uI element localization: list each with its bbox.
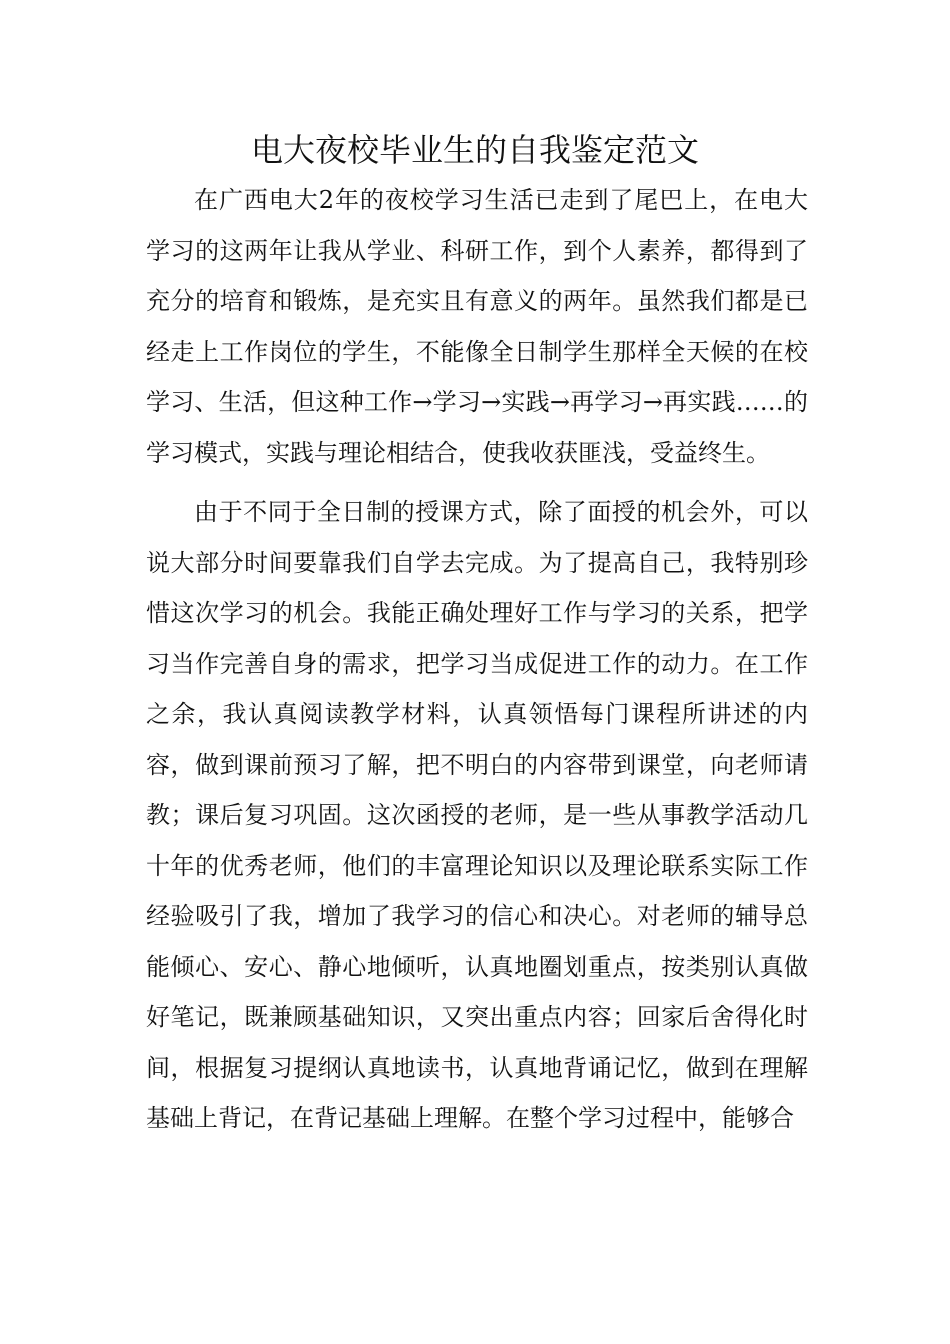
paragraph-2: 由于不同于全日制的授课方式，除了面授的机会外，可以说大部分时间要靠我们自学去完成。为了提高自己，我特别珍惜这次学习的机会。我能正确处理好工作与学习的关系，把学习当作完善自身的需求，把学习当成促进工作的动力。在工作之余，我认真阅读教学材料，认真领悟每门课程所讲述的内容，做到课前预习了解，把不明白的内容带到课堂，向老师请教；课后复习巩固。这次函授的老师，是一些从事教学活动几十年的优秀老师，他们的丰富理论知识以及理论联系实际工作经验吸引了我，增加了我学习的信心和决心。对老师的辅导总能倾心、安心、静心地倾听，认真地圈划重点，按类别认真做好笔记，既兼顾基础知识，又突出重点内容；回家后舍得化时间，根据复习提纲认真地读书，认真地背诵记忆，做到在理解基础上背记，在背记基础上理解。在整个学习过程中，能够合 (146, 498, 808, 1132)
document-title: 电大夜校毕业生的自我鉴定范文 (250, 131, 699, 169)
paragraph-1: 在广西电大2年的夜校学习生活已走到了尾巴上，在电大学习的这两年让我从学业、科研工作，到个人素养，都得到了充分的培育和锻炼，是充实且有意义的两年。虽然我们都是已经走上工作岗位的学生，不能像全日制学生那样全天候的在校学习、生活，但这种工作→学习→实践→再学习→再实践……的学习模式，实践与理论相结合，使我收获匪浅，受益终生。 (146, 186, 808, 467)
document-body (146, 175, 808, 1144)
